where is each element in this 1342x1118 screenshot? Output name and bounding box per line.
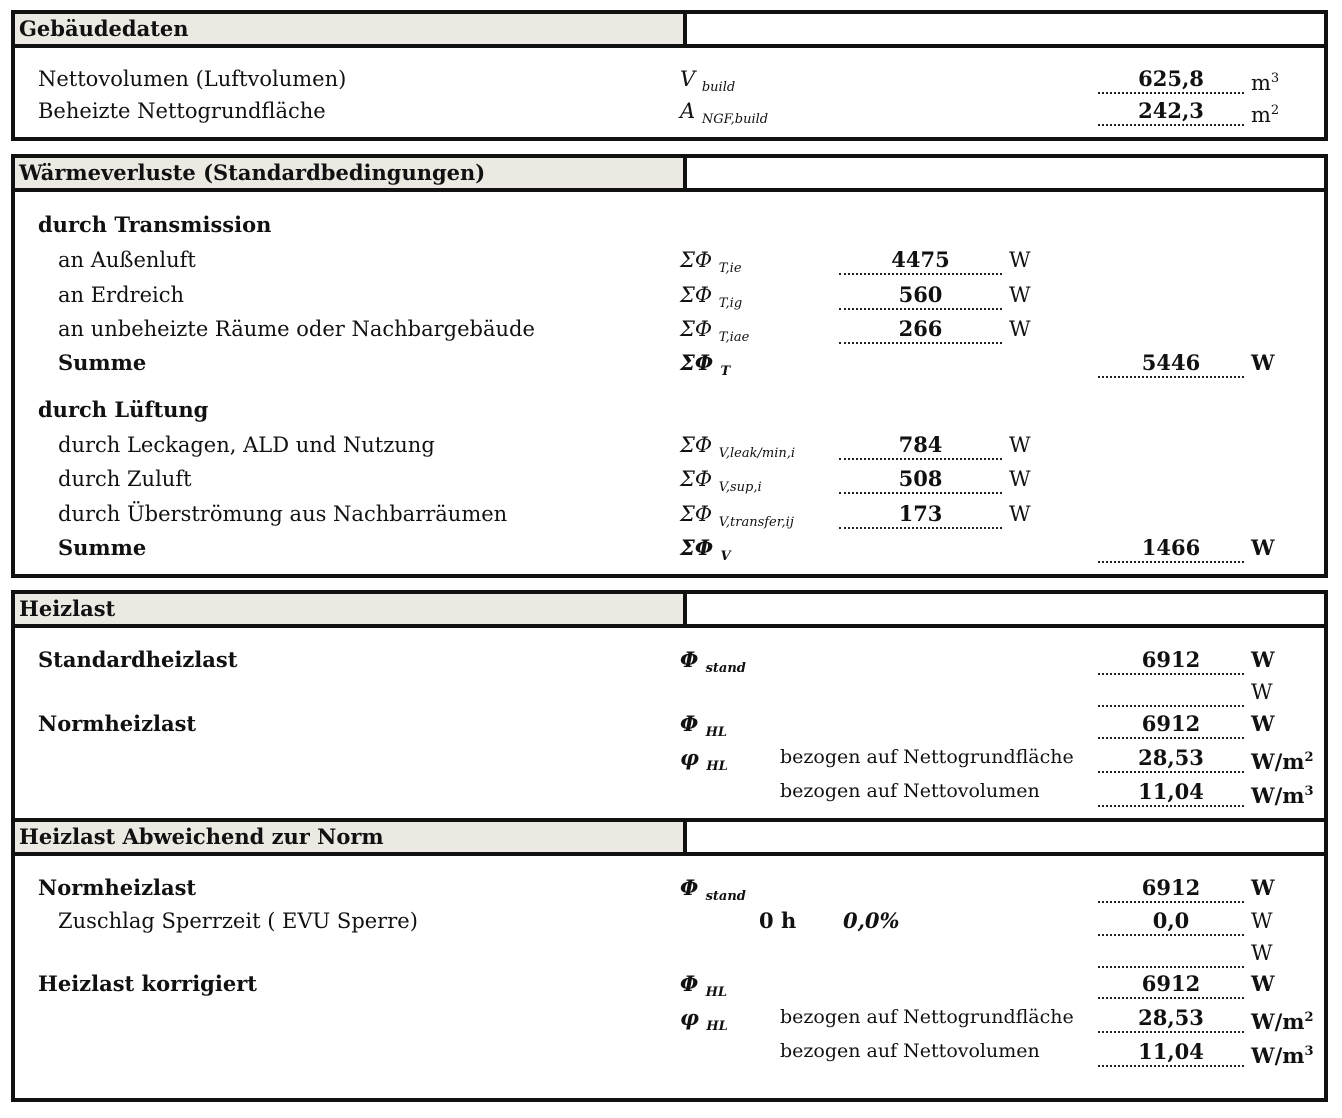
desc-bezogen-flaeche: bezogen auf Nettogrundfläche <box>780 746 1074 768</box>
symbol-spez-phi-hl: φ $_{HL}$ <box>680 745 728 774</box>
section-gebaeudedaten <box>11 10 1328 141</box>
unit-spez-flaeche: $W/m^2$ <box>1251 749 1314 774</box>
section-heizlast <box>11 590 1328 820</box>
unit-aussenluft: W <box>1009 248 1031 272</box>
label-standardheizlast: Standardheizlast <box>38 647 238 672</box>
unit-zuluft: W <box>1009 467 1031 491</box>
label-aussenluft: an Außenluft <box>58 248 196 272</box>
value-zuluft: 508 <box>839 466 1002 494</box>
desc-bezogen-flaeche-abw: bezogen auf Nettogrundfläche <box>780 1006 1074 1028</box>
symbol-phi-t-iae: ΣΦ $_{T,iae}$ <box>680 317 750 345</box>
label-summe-transmission: Summe <box>58 350 147 375</box>
label-ueberstroemung: durch Überströmung aus Nachbarräumen <box>58 502 508 526</box>
unit-summe-transmission: W <box>1251 350 1275 375</box>
value-ueberstroemung: 173 <box>839 501 1002 529</box>
label-unbeheizte-raeume: an unbeheizte Räume oder Nachbargebäude <box>58 317 535 341</box>
section-title: Heizlast Abweichend zur Norm <box>15 822 687 856</box>
label-normheizlast: Normheizlast <box>38 711 197 736</box>
symbol-phi-hl-abw: Φ $_{HL}$ <box>680 971 728 1000</box>
unit-standardheizlast: W <box>1251 647 1275 672</box>
symbol-a-ngf: A $_{NGF,build}$ <box>680 99 769 127</box>
value-empty <box>1098 679 1244 707</box>
value-spez-flaeche: 28,53 <box>1098 745 1244 773</box>
value-nettovolumen: 625,8 <box>1098 66 1244 94</box>
unit-summe-lueftung: W <box>1251 535 1275 560</box>
unit-leckagen: W <box>1009 433 1031 457</box>
unit-unbeheizte-raeume: W <box>1009 317 1031 341</box>
label-zuschlag-sperrzeit: Zuschlag Sperrzeit ( EVU Sperre) <box>58 909 418 933</box>
heading-transmission: durch Transmission <box>38 212 272 237</box>
symbol-phi-stand-abw: Φ $_{stand}$ <box>680 875 746 904</box>
label-summe-lueftung: Summe <box>58 535 147 560</box>
unit-erdreich: W <box>1009 283 1031 307</box>
unit-zuschlag: W <box>1251 909 1273 933</box>
unit-normheizlast-abw: W <box>1251 875 1275 900</box>
value-heizlast-korrigiert: 6912 <box>1098 971 1244 999</box>
symbol-phi-v-sup: ΣΦ $_{V,sup,i}$ <box>680 467 762 495</box>
section-title: Heizlast <box>15 594 687 628</box>
unit-normheizlast: W <box>1251 711 1275 736</box>
unit-spez-volumen: $W/m^3$ <box>1251 783 1314 808</box>
symbol-phi-v: ΣΦ $_V$ <box>680 535 731 564</box>
symbol-phi-t: ΣΦ $_T$ <box>680 350 731 379</box>
value-spez-flaeche-abw: 28,53 <box>1098 1005 1244 1033</box>
zuschlag-percent: 0,0% <box>843 908 900 933</box>
label-zuluft: durch Zuluft <box>58 467 192 491</box>
zuschlag-hours: 0 <box>759 908 774 933</box>
unit-empty: W <box>1251 680 1273 704</box>
label-leckagen: durch Leckagen, ALD und Nutzung <box>58 433 435 457</box>
label-heizlast-korrigiert: Heizlast korrigiert <box>38 971 257 996</box>
value-zuschlag: 0,0 <box>1098 908 1244 936</box>
section-title: Gebäudedaten <box>15 14 687 48</box>
unit-nettovolumen: $m^3$ <box>1251 71 1280 95</box>
unit-spez-volumen-abw: $W/m^3$ <box>1251 1043 1314 1068</box>
desc-bezogen-volumen: bezogen auf Nettovolumen <box>780 780 1040 802</box>
label-nettovolumen: Nettovolumen (Luftvolumen) <box>38 67 347 91</box>
value-erdreich: 560 <box>839 282 1002 310</box>
symbol-spez-phi-hl-abw: φ $_{HL}$ <box>680 1005 728 1034</box>
label-nettogrundflaeche: Beheizte Nettogrundfläche <box>38 99 326 123</box>
section-title: Wärmeverluste (Standardbedingungen) <box>15 158 687 192</box>
zuschlag-hours-unit: h <box>781 908 797 933</box>
value-spez-volumen-abw: 11,04 <box>1098 1039 1244 1067</box>
section-heizlast-abweichend <box>11 818 1328 1102</box>
heading-lueftung: durch Lüftung <box>38 397 209 422</box>
symbol-phi-t-ig: ΣΦ $_{T,ig}$ <box>680 283 743 311</box>
value-unbeheizte-raeume: 266 <box>839 316 1002 344</box>
value-normheizlast-abw: 6912 <box>1098 875 1244 903</box>
value-spez-volumen: 11,04 <box>1098 779 1244 807</box>
value-leckagen: 784 <box>839 432 1002 460</box>
value-summe-transmission: 5446 <box>1098 350 1244 378</box>
value-nettogrundflaeche: 242,3 <box>1098 98 1244 126</box>
symbol-phi-v-transfer: ΣΦ $_{V,transfer,ij}$ <box>680 502 794 530</box>
symbol-phi-hl: Φ $_{HL}$ <box>680 711 728 740</box>
label-erdreich: an Erdreich <box>58 283 184 307</box>
unit-ueberstroemung: W <box>1009 502 1031 526</box>
section-waermeverluste <box>11 154 1328 578</box>
symbol-v-build: V $_{build}$ <box>680 67 736 95</box>
symbol-phi-stand: Φ $_{stand}$ <box>680 647 746 676</box>
desc-bezogen-volumen-abw: bezogen auf Nettovolumen <box>780 1040 1040 1062</box>
unit-spez-flaeche-abw: $W/m^2$ <box>1251 1009 1314 1034</box>
value-standardheizlast: 6912 <box>1098 647 1244 675</box>
unit-heizlast-korrigiert: W <box>1251 971 1275 996</box>
value-normheizlast: 6912 <box>1098 711 1244 739</box>
label-normheizlast-abw: Normheizlast <box>38 875 197 900</box>
unit-nettogrundflaeche: $m^2$ <box>1251 103 1280 127</box>
value-summe-lueftung: 1466 <box>1098 535 1244 563</box>
symbol-phi-v-leak: ΣΦ $_{V,leak/min,i}$ <box>680 433 796 461</box>
unit-empty-abw: W <box>1251 941 1273 965</box>
value-aussenluft: 4475 <box>839 247 1002 275</box>
value-empty-abw <box>1098 940 1244 968</box>
symbol-phi-t-ie: ΣΦ $_{T,ie}$ <box>680 248 742 276</box>
